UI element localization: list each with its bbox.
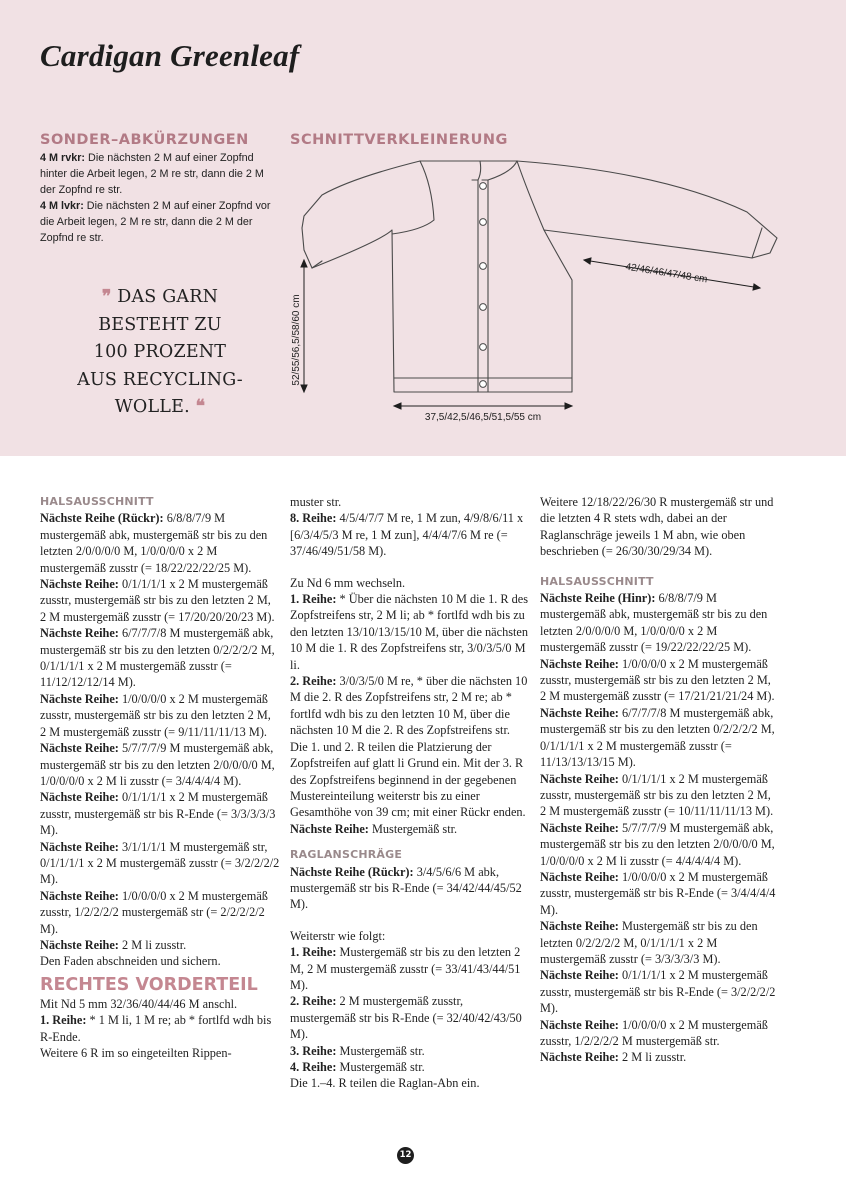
instruction: Nächste Reihe: 3/1/1/1/1 M mustergemäß str, 0/1/1/1/1 x 2 M mustergemäß zusstr (= 3/2/2/2/2 M). [40, 839, 280, 887]
instruction: 3. Reihe: Mustergemäß str. [290, 1043, 425, 1058]
right-raglan-line [517, 161, 544, 230]
quote-open-icon: ❞ [101, 287, 112, 307]
cardigan-schematic [282, 150, 842, 440]
instruction: Weiterstr wie folgt: [290, 928, 386, 943]
page-title: Cardigan Greenleaf [40, 38, 300, 73]
neckline [472, 161, 517, 180]
quote-close-icon: ❝ [195, 397, 206, 417]
button-icon [480, 263, 487, 270]
instruction: Nächste Reihe: Mustergemäß str bis zu den letzten 0/2/2/2/2 M, 0/1/1/1/1 x 2 M mustergemäß zusstr (= 3/3/3/3/3 M). [540, 919, 758, 966]
instruction: Den Faden abschneiden und sichern. [40, 954, 221, 969]
instruction: Nächste Reihe: 1/0/0/0/0 x 2 M mustergemäß zusstr, mustergemäß str bis zu den letzten 2 M, 2 M mustergemäß zusstr (= 9/11/11/11/13 M). [40, 691, 271, 739]
instruction: Nächste Reihe: 0/1/1/1/1 x 2 M mustergemäß zusstr, mustergemäß str bis R-Ende (= 3/2/2/2/2 M). [540, 968, 776, 1016]
left-raglan-line [392, 161, 434, 234]
instruction: Nächste Reihe: 1/0/0/0/0 x 2 M mustergemäß zusstr, 1/2/2/2/2 M mustergemäß str. [540, 1017, 768, 1048]
instruction: Nächste Reihe (Rückr): 3/4/5/6/6 M abk, mustergemäß str bis R-Ende (= 34/42/44/45/52 M). [290, 864, 522, 912]
button-icon [480, 183, 487, 190]
section-heading: RAGLANSCHRÄGE [290, 848, 403, 862]
width-label: 37,5/42,5/46,5/51,5/55 cm [424, 412, 542, 423]
schematic-heading: SCHNITTVERKLEINERUNG [290, 132, 508, 148]
pull-quote [60, 284, 260, 422]
length-label: 52/55/56,5/58/60 cm [291, 294, 302, 386]
section-heading: RECHTES VORDERTEIL [40, 974, 258, 995]
instruction: 1. Reihe: * 1 M li, 1 M re; ab * fortlfd wdh bis R-Ende. [40, 1013, 272, 1044]
instruction: 1. Reihe: Mustergemäß str bis zu den letzten 2 M, 2 M mustergemäß zusstr (= 33/41/43/44/51 M). [290, 945, 521, 992]
button-icon [480, 304, 487, 311]
instruction: Nächste Reihe: 1/0/0/0/0 x 2 M mustergemäß zusstr, mustergemäß str bis zu den letzten 2 M, 2 M mustergemäß zusstr (= 17/21/21/21/24 M). [540, 656, 775, 704]
instruction: Nächste Reihe: 6/7/7/7/8 M mustergemäß abk, mustergemäß str bis zu den letzten 0/2/2/2/2 M, 0/1/1/1/1 x 2 M mustergemäß zusstr (= 11/12/12/12/14 M). [40, 626, 275, 690]
instruction: Nächste Reihe: 0/1/1/1/1 x 2 M mustergemäß zusstr, mustergemäß str bis zu den letzten 2 M, 2 M mustergemäß zusstr (= 17/20/20/20/23 M). [40, 577, 275, 624]
instruction: Nächste Reihe: 0/1/1/1/1 x 2 M mustergemäß zusstr, mustergemäß str bis R-Ende (= 3/3/3/3/3 M). [40, 790, 276, 838]
instruction: Die 1. und 2. R teilen die Platzierung der Zopfstreifen auf glatt li Grund ein. Mit der 3. R des Zopfstreifens beginnend in der gegebenen Mustereinteilung weiterstr bis zu einer Gesamthöhe von 39 cm; mit einer Rückr enden. [290, 739, 526, 820]
instruction: Nächste Reihe: 5/7/7/7/9 M mustergemäß abk, mustergemäß str bis zu den letzten 2/0/0/0/0 M, 1/0/0/0/0 x 2 M li zusstr (= 4/4/4/4/4 M). [540, 820, 775, 868]
page-number: 12 [397, 1147, 414, 1164]
right-cuff-line [752, 228, 762, 258]
abbreviation-item: 4 M lvkr: Die nächsten 2 M auf einer Zopfnd vor die Arbeit legen, 2 M re str, dann die 2 M der Zopfnd re str. [40, 200, 271, 244]
instruction: muster str. [290, 495, 342, 509]
instruction: Zu Nd 6 mm wechseln. [290, 575, 406, 590]
sleeve-label: 42/46/46/47/48 cm [624, 261, 709, 286]
text-column-2 [290, 494, 530, 1092]
instruction: Nächste Reihe: 2 M li zusstr. [40, 937, 187, 952]
quote-line: BESTEHT ZU [98, 314, 222, 335]
instruction: 8. Reihe: 4/5/4/7/7 M re, 1 M zun, 4/9/8/6/11 x [6/3/4/5/3 M re, 1 M zun], 4/4/4/7/6 M re (= 37/46/49/51/58 M). [290, 511, 524, 559]
text-column-1 [40, 494, 280, 1061]
instruction: Weitere 12/18/22/26/30 R mustergemäß str und die letzten 4 R stets wdh, dabei an der Raglanschräge jeweils 1 M abn, wie oben beschrieben (= 26/30/30/29/34 M). [540, 495, 774, 559]
abbreviations-heading: SONDER–ABKÜRZUNGEN [40, 132, 249, 148]
instruction: 2. Reihe: 3/0/3/5/0 M re, * über die nächsten 10 M die 2. R des Zopfstreifens str, 2 M re; ab * fortlfd wdh bis zu den letzten 10 M, über die nächsten 10 M die 2. R des Zopfstreifens str. [290, 674, 528, 738]
text-column-3 [540, 494, 780, 1066]
section-heading: HALSAUSSCHNITT [40, 495, 154, 508]
instruction: Nächste Reihe: 1/0/0/0/0 x 2 M mustergemäß zusstr, 1/2/2/2/2 mustergemäß str (= 2/2/2/2/2 M). [40, 888, 268, 936]
instruction: Nächste Reihe (Rückr): 6/8/8/7/9 M mustergemäß abk, mustergemäß str bis zu den letzten 2/0/0/0/0 M, 1/0/0/0/0 x 2 M mustergemäß zusstr (= 18/22/22/22/25 M). [40, 511, 268, 575]
instruction: Nächste Reihe: 5/7/7/7/9 M mustergemäß abk, mustergemäß str bis zu den letzten 2/0/0/0/0 M, 1/0/0/0/0 x 2 M li zusstr (= 3/4/4/4/4 M). [40, 741, 275, 788]
button-icon [480, 344, 487, 351]
instruction: Nächste Reihe: 1/0/0/0/0 x 2 M mustergemäß zusstr, mustergemäß str bis R-Ende (= 3/4/4/4/4 M). [540, 869, 776, 917]
instruction: Nächste Reihe: Mustergemäß str. [290, 821, 458, 836]
instruction: 1. Reihe: * Über die nächsten 10 M die 1. R des Zopfstreifens str, 2 M li; ab * fortlfd wdh bis zu den letzten 13/10/13/15/10 M, über die nächsten 10 M die 1. R des Zopfstreifens str, 3/0/3/5/0 M li. [290, 592, 529, 672]
instruction: 4. Reihe: Mustergemäß str. [290, 1060, 425, 1074]
abbreviations-box [40, 132, 280, 246]
section-heading: HALSAUSSCHNITT [540, 574, 654, 588]
quote-line: WOLLE. ❝ [114, 397, 206, 417]
quote-line: AUS RECYCLING- [77, 369, 243, 390]
instruction: Nächste Reihe (Hinr): 6/8/8/7/9 M mustergemäß abk, mustergemäß str bis zu den letzten 2/0/0/0/0 M, 1/0/0/0/0 x 2 M mustergemäß zusstr (= 19/22/22/22/25 M). [540, 591, 768, 655]
quote-line: 100 PROZENT [93, 342, 227, 362]
instruction: Mit Nd 5 mm 32/36/40/44/46 M anschl. [40, 996, 238, 1011]
instruction: Weitere 6 R im so eingeteilten Rippen- [40, 1046, 232, 1060]
quote-line: ❞ DAS GARN [101, 287, 219, 307]
instruction: Nächste Reihe: 6/7/7/7/8 M mustergemäß abk, mustergemäß str bis zu den letzten 0/2/2/2/2 M, 0/1/1/1/1 x 2 M mustergemäß zusstr (= 11/13/13/13/15 M). [540, 705, 775, 770]
instruction: 2. Reihe: 2 M mustergemäß zusstr, mustergemäß str bis R-Ende (= 32/40/42/43/50 M). [290, 994, 522, 1042]
instruction: Die 1.–4. R teilen die Raglan-Abn ein. [290, 1076, 480, 1091]
button-icon [480, 219, 487, 226]
instruction: Nächste Reihe: 0/1/1/1/1 x 2 M mustergemäß zusstr, mustergemäß str bis zu den letzten 2 M, 2 M mustergemäß zusstr (= 10/11/11/11/13 M). [540, 771, 774, 819]
abbreviation-item: 4 M rvkr: Die nächsten 2 M auf einer Zopfnd hinter die Arbeit legen, 2 M re str, dann die 2 M der Zopfnd re str. [40, 152, 264, 196]
button-icon [480, 381, 487, 388]
instruction: Nächste Reihe: 2 M li zusstr. [540, 1050, 687, 1065]
